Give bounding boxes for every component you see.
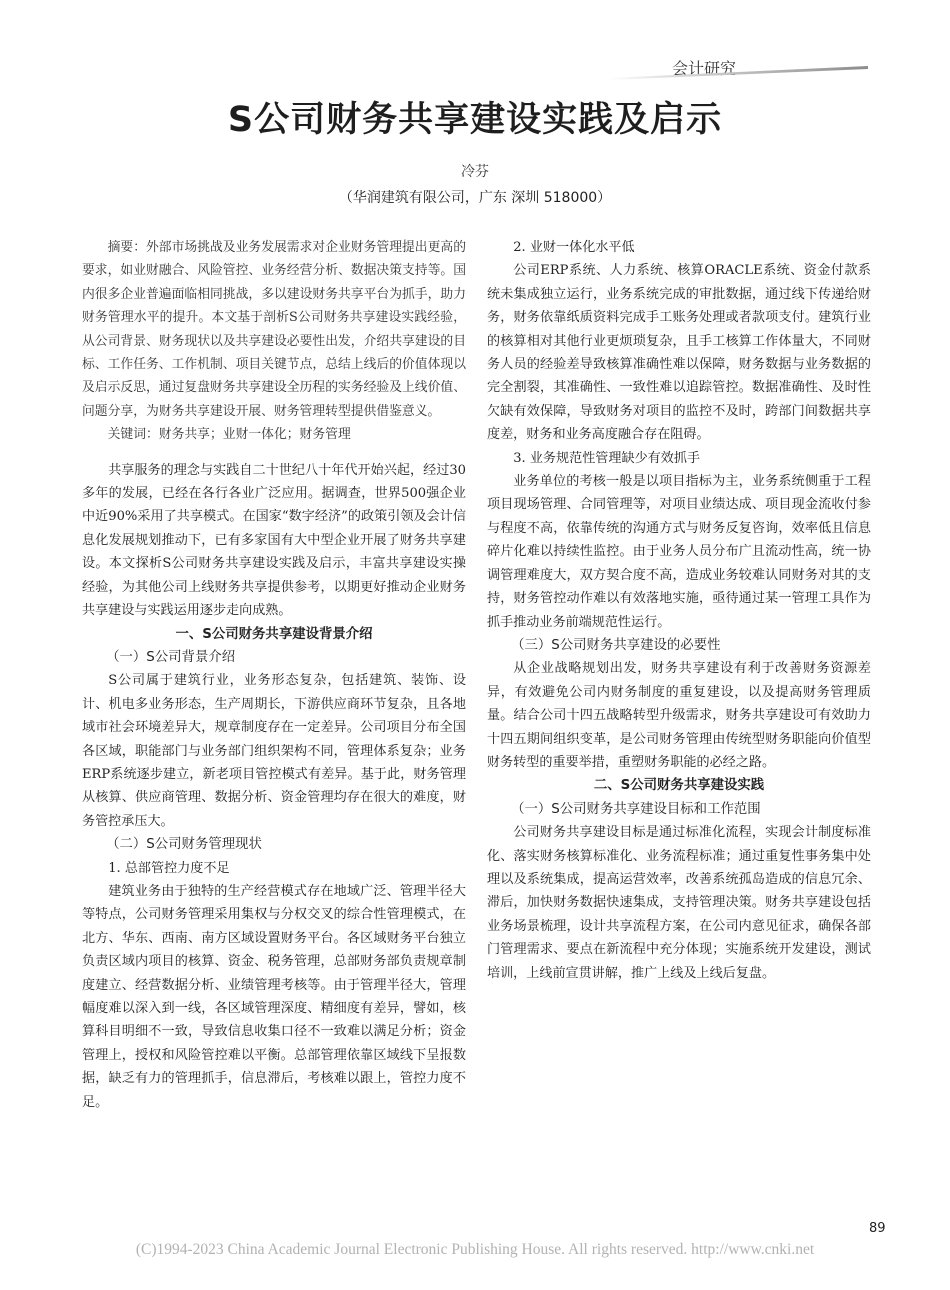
copyright-watermark: (C)1994-2023 China Academic Journal Electronic Publishing House. All rights reserved. http://www.cnki.net	[135, 1241, 815, 1258]
section-1-1-heading: （一）S公司背景介绍	[106, 649, 236, 665]
author-affiliation: （华润建筑有限公司，广东 深圳 518000）	[338, 190, 612, 206]
article-title: S公司财务共享建设实践及启示	[227, 100, 723, 140]
right-column	[487, 236, 871, 985]
journal-column-tag: 会计研究	[672, 59, 737, 78]
section-2-1-heading: （一）S公司财务共享建设目标和工作范围	[511, 801, 761, 817]
page-number: 89	[869, 1221, 886, 1236]
section-2-1-paragraph: 公司财务共享建设目标是通过标准化流程，实现会计制度标准化、落实财务核算标准化、业务流程标准；通过重复性事务集中处理以及系统集成，提高运营效率，改善系统孤岛造成的信息冗余、滞后，加快财务数据快速集成，支持管理决策。财务共享建设包括业务场景梳理，设计共享流程方案，在公司内意见征求，确保各部门管理需求、要点在新流程中充分体现；实施系统开发建设，测试培训，上线前宣贯讲解，推广上线及上线后复盘。	[487, 825, 871, 981]
section-1-1-paragraph: S公司属于建筑行业，业务形态复杂，包括建筑、装饰、设计、机电多业务形态，生产周期长，下游供应商环节复杂，且各地域市社会环境差异大，规章制度存在一定差异。公司项目分布全国各区域，职能部门与业务部门组织架构不同，管理体系复杂；业务ERP系统逐步建立，新老项目管控模式有差异。基于此，财务管理从核算、供应商管理、数据分析、资金管理均存在很大的难度，财务管控承压大。	[82, 673, 466, 829]
section-1-2-3-paragraph: 业务单位的考核一般是以项目指标为主，业务系统侧重于工程项目现场管理、合同管理等，对项目业绩达成、项目现金流收付参与程度不高，依靠传统的沟通方式与财务反复咨询，效率低且信息碎片化难以持续性监控。由于业务人员分布广且流动性高，统一协调管理难度大，双方契合度不高，造成业务较难认同财务对其的支持，财务管控动作难以有效落地实施，亟待通过某一管理工具作为抓手推动业务前端规范性运行。	[487, 474, 871, 630]
section-1-3-paragraph: 从企业战略规划出发，财务共享建设有利于改善财务资源差异，有效避免公司内财务制度的重复建设，以及提高财务管理质量。结合公司十四五战略转型升级需求，财务共享建设可有效助力十四五期间组织变革，是公司财务管理由传统型财务职能向价值型财务转型的重要举措，重塑财务职能的必经之路。	[487, 661, 871, 770]
abstract: 摘要：外部市场挑战及业务发展需求对企业财务管理提出更高的要求，如业财融合、风险管控、业务经营分析、数据决策支持等。国内很多企业普遍面临相同挑战，多以建设财务共享平台为抓手，助力财务管理水平的提升。本文基于剖析S公司财务共享建设实践经验，从公司背景、财务现状以及共享建设必要性出发，介绍共享建设的目标、工作任务、工作机制、项目关键节点，总结上线后的价值体现以及启示反思，通过复盘财务共享建设全历程的实务经验及上线价值、问题分享，为财务共享建设开展、财务管理转型提供借鉴意义。	[82, 240, 466, 419]
header-decorative-band	[608, 64, 868, 82]
section-1-2-heading: （二）S公司财务管理现状	[106, 837, 262, 853]
article-author: 冷芬	[461, 164, 489, 180]
intro-paragraph: 共享服务的理念与实践自二十世纪八十年代开始兴起，经过30多年的发展，已经在各行各业广泛应用。据调查，世界500强企业中近90%采用了共享模式。在国家“数字经济”的政策引领及会计信息化发展规划推动下，已有多家国有大中型企业开展了财务共享建设。本文探析S公司财务共享建设实践及启示，丰富共享建设实操经验，为其他公司上线财务共享提供参考，以期更好推动企业财务共享建设与实践运用逐步走向成熟。	[82, 462, 466, 619]
section-2-heading: 二、S公司财务共享建设实践	[593, 778, 765, 794]
section-1-2-1-paragraph: 建筑业务由于独特的生产经营模式存在地域广泛、管理半径大等特点，公司财务管理采用集权与分权交叉的综合性管理模式，在北方、华东、西南、南方区域设置财务平台。各区域财务平台独立负责区域内项目的核算、资金、税务管理，总部财务部负责规章制度建立、经营数据分析、业绩管理考核等。由于管理半径大，管理幅度难以深入到一线，各区域管理深度、精细度有差异，譬如，核算科目明细不一致，导致信息收集口径不一致难以满足分析；资金管理上，授权和风险管控难以平衡。总部管理依靠区域线下呈报数据，缺乏有力的管理抓手，信息滞后，考核难以跟上，管控力度不足。	[82, 883, 466, 1110]
section-1-2-1-heading: 1. 总部管控力度不足	[108, 860, 230, 876]
left-column	[82, 236, 466, 1114]
section-1-heading: 一、S公司财务共享建设背景介绍	[175, 626, 373, 642]
section-1-3-heading: （三）S公司财务共享建设的必要性	[511, 637, 721, 653]
keywords: 关键词：财务共享；业财一体化；财务管理	[107, 427, 351, 443]
section-1-2-3-heading: 3. 业务规范性管理缺少有效抓手	[513, 450, 701, 466]
section-1-2-2-paragraph: 公司ERP系统、人力系统、核算ORACLE系统、资金付款系统未集成独立运行，业务系统完成的审批数据，通过线下传递给财务，财务依靠纸质资料完成手工账务处理或者款项支付。建筑行业的核算相对其他行业更烦琐复杂，且手工核算工作体量大，不同财务人员的经验差导致核算准确性难以保障，财务数据与业务数据的完全割裂，其准确性、一致性难以追踪管控。数据准确性、及时性欠缺有效保障，导致财务对项目的监控不及时，跨部门间数据共享度差，财务和业务高度融合存在阻碍。	[487, 263, 871, 443]
section-1-2-2-heading: 2. 业财一体化水平低	[513, 240, 635, 255]
